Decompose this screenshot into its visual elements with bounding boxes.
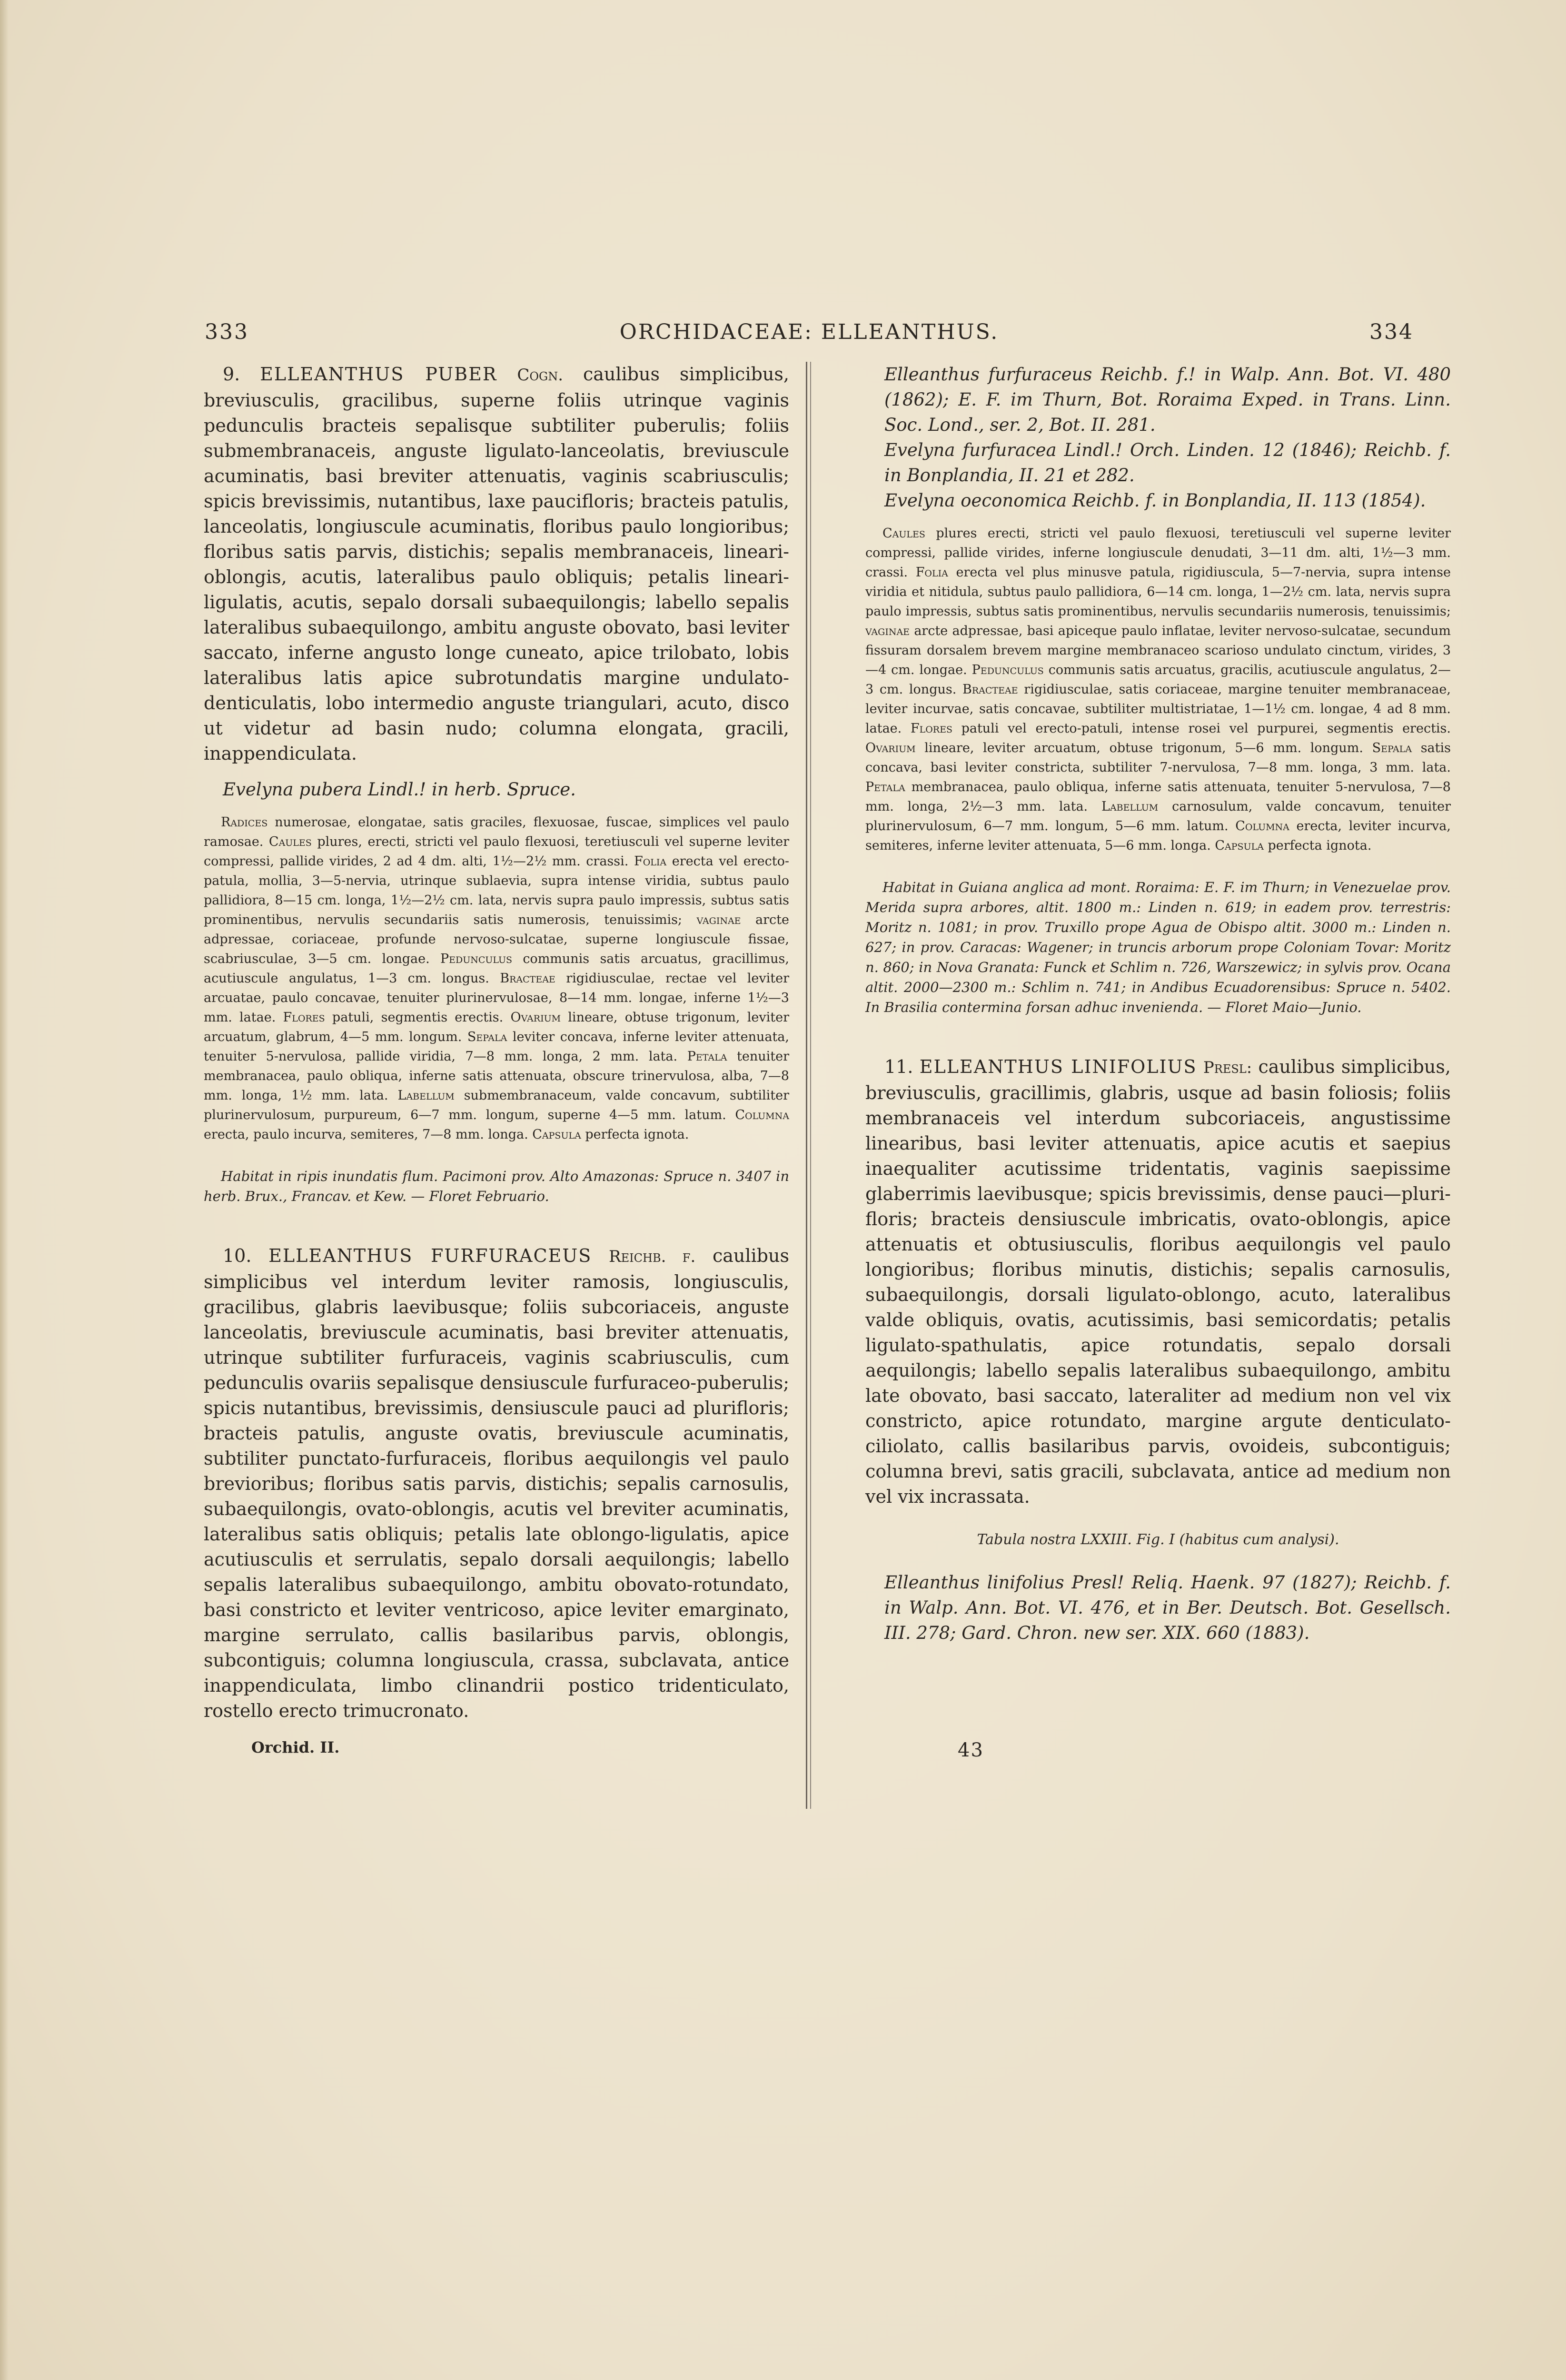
species-description: caulibus simplicibus, breviusculis, gracilibus, superne foliis utrinque vaginis pedunculis bracteis sepalisque subtiliter puberulis; foliis submembranaceis, anguste ligulato-lanceolatis, breviuscule acuminatis, basi breviter attenuatis, vaginis scabriusculis; spicis brevissimis, nutantibus, laxe paucifloris; bracteis patulis, lanceolatis, longiuscule acuminatis, floribus paulo longioribus; floribus satis parvis, distichis; sepalis membranaceis, lineari-oblongis, acutis, lateralibus paulo obliquis; petalis lineari-ligulatis, acutis, sepalo dorsali subaequilongis; labello sepalis lateralibus subaequilongo, ambitu anguste obovato, basi leviter saccato, inferne angusto longe cuneato, apice trilobato, lobis lateralibus latis apice subrotundatis margine undulato-denticulatis, lobo intermedio anguste triangulari, acuto, disco ut videtur ad basin nudo; columna elongata, gracili, inappendiculata. <box>204 364 789 764</box>
plate-reference: Tabula nostra LXXIII. Fig. I (habitus cum analysi). <box>977 1531 1339 1548</box>
species-author: Presl: <box>1203 1058 1252 1077</box>
synonym: Elleanthus linifolius Presl! Reliq. Haenk. 97 (1827); Reichb. f. in Walp. Ann. Bot. VI. 476, et in Ber. Deutsch. Bot. Gesellsch. III. 278; Gard. Chron. new ser. XIX. 660 (1883). <box>884 1572 1451 1643</box>
habitat-note: Habitat in ripis inundatis flum. Pacimoni prov. Alto Amazonas: Spruce n. 3407 in herb. Brux., Francav. et Kew. — Floret Februario. <box>204 1168 789 1204</box>
synonym: Evelyna furfuracea Lindl.! Orch. Linden. 12 (1846); Reichb. f. in Bonplandia, II. 21 et 282. <box>884 440 1451 486</box>
species-name: ELLEANTHUS LINIFOLIUS <box>919 1056 1197 1077</box>
species-name: ELLEANTHUS FURFURACEUS <box>268 1245 592 1266</box>
column-rule-inner <box>810 362 811 1809</box>
synonym: Elleanthus furfuraceus Reichb. f.! in Walp. Ann. Bot. VI. 480 (1862); E. F. im Thurn, Bot. Roraima Exped. in Trans. Linn. Soc. Lond., ser. 2, Bot. II. 281. <box>884 364 1451 435</box>
species-11-entry <box>865 1054 1451 1509</box>
footer-signature-label: Orchid. II. <box>251 1738 340 1756</box>
right-column <box>865 362 1451 1646</box>
morphology-block: Caules plures erecti, stricti vel paulo flexuosi, teretiusculi vel superne leviter compressi, pallide virides, inferne longiuscule denudati, 3—11 dm. alti, 1½—3 mm. crassi. Folia erecta vel plus minusve patula, rigidiuscula, 5—7-nervia, supra intense viridia et nitidula, subtus paulo pallidiora, 6—14 cm. longa, 1—2½ cm. lata, nervis supra paulo impressis, subtus satis prominentibus, nervulis secundariis numerosis, tenuissimis; vaginae arcte adpressae, basi apiceque paulo inflatae, leviter nervoso-sulcatae, secundum fissuram dorsalem brevem margine membranaceo scarioso undulato cinctum, virides, 3—4 cm. longae. Pedunculus communis satis arcuatus, gracilis, acutiuscule angulatus, 2—3 cm. longus. Bracteae rigidiusculae, satis coriaceae, margine tenuiter membranaceae, leviter incurvae, satis concavae, subtiliter multistriatae, 1—1½ cm. longae, 4 ad 8 mm. latae. Flores patuli vel erecto-patuli, intense rosei vel purpurei, segmentis erectis. Ovarium lineare, leviter arcuatum, obtuse trigonum, 5—6 mm. longum. Sepala satis concava, basi leviter constricta, subtiliter 7-nervulosa, 7—8 mm. longa, 3 mm. lata. Petala membranacea, paulo obliqua, inferne satis attenuata, tenuiter 5-nervulosa, 7—8 mm. longa, 2½—3 mm. lata. Labellum carnosulum, valde concavum, tenuiter plurinervulosum, 6—7 mm. longum, 5—6 mm. latum. Columna erecta, leviter incurva, semiteres, inferne leviter attenuata, 5—6 mm. longa. Capsula perfecta ignota. <box>865 526 1451 853</box>
synonym: Evelyna pubera Lindl.! in herb. Spruce. <box>223 779 576 800</box>
signature-number: 43 <box>958 1739 984 1761</box>
habitat-note: Habitat in Guiana anglica ad mont. Roraima: E. F. im Thurn; in Venezuelae prov. Merida supra arbores, altit. 1800 m.: Linden n. 619; in eadem prov. terrestris: Moritz n. 1081; in prov. Truxillo prope Agua de Obispo altit. 3000 m.: Linden n. 627; in prov. Caracas: Wagener; in truncis arborum prope Coloniam Tovar: Moritz n. 860; in Nova Granata: Funck et Schlim n. 726, Warszewicz; in sylvis prov. Ocana altit. 2000—2300 m.: Schlim n. 741; in Andibus Ecuadorensibus: Spruce n. 5402. In Brasilia contermina forsan adhuc invenienda. — Floret Maio—Junio. <box>865 879 1451 1015</box>
morphology-block: Radices numerosae, elongatae, satis graciles, flexuosae, fuscae, simplices vel paulo ramosae. Caules plures, erecti, stricti vel paulo flexuosi, teretiusculi vel superne leviter compressi, pallide virides, 2 ad 4 dm. alti, 1½—2½ mm. crassi. Folia erecta vel erecto-patula, mollia, 3—5-nervia, utrinque sublaevia, supra intense viridia, subtus paulo pallidiora, 8—15 cm. longa, 1½—2½ cm. lata, nervis supra paulo impressis, subtus satis prominentibus, nervulis secundariis satis numerosis, tenuissimis; vaginae arcte adpressae, coriaceae, profunde nervoso-sulcatae, superne longiuscule fissae, scabriusculae, 3—5 cm. longae. Pedunculus communis satis arcuatus, gracillimus, acutiuscule angulatus, 1—3 cm. longus. Bracteae rigidiusculae, rectae vel leviter arcuatae, paulo concavae, tenuiter plurinervulosae, 8—14 mm. longae, inferne 1½—3 mm. latae. Flores patuli, segmentis erectis. Ovarium lineare, obtuse trigonum, leviter arcuatum, glabrum, 4—5 mm. longum. Sepala leviter concava, inferne leviter attenuata, tenuiter 5-nervulosa, pallide viridia, 7—8 mm. longa, 2 mm. lata. Petala tenuiter membranacea, paulo obliqua, inferne satis attenuata, obscure trinervulosa, alba, 7—8 mm. longa, 1½ mm. lata. Labellum submembranaceum, valde concavum, subtiliter plurinervulosum, purpureum, 6—7 mm. longum, superne 4—5 mm. latum. Columna erecta, paulo incurva, semiteres, 7—8 mm. longa. Capsula perfecta ignota. <box>204 815 789 1142</box>
species-9-entry <box>204 362 789 766</box>
page-edge-shadow <box>0 0 9 2380</box>
synonym: Evelyna oeconomica Reichb. f. in Bonplandia, II. 113 (1854). <box>884 490 1426 511</box>
species-number: 9. <box>223 364 240 385</box>
page-number-left: 333 <box>205 320 249 344</box>
column-rule <box>806 362 807 1809</box>
running-header <box>205 320 1414 353</box>
species-name: ELLEANTHUS PUBER <box>260 364 497 385</box>
species-10-entry <box>204 1243 789 1724</box>
species-author: Cogn. <box>517 366 564 385</box>
left-column <box>204 362 789 1724</box>
species-description: caulibus simplicibus, breviusculis, gracillimis, glabris, usque ad basin foliosis; foliis membranaceis vel interdum subcoriaceis, angustissime linearibus, basi leviter attenuatis, apice acutis et saepius inaequaliter acutissime tridentatis, vaginis saepissime glaberrimis laevibusque; spicis brevissimis, dense pauci—pluri-floris; bracteis densiuscule imbricatis, ovato-oblongis, apice attenuatis et obtusiusculis, floribus aequilongis vel paulo longioribus; floribus minutis, distichis; sepalis carnosulis, subaequilongis, dorsali ligulato-oblongo, acuto, lateralibus valde obliquis, ovatis, acutissimis, basi semicordatis; petalis ligulato-spathulatis, apice rotundatis, sepalo dorsali aequilongis; labello sepalis lateralibus subaequilongo, ambitu late obovato, basi saccato, lateraliter ad medium non vel vix constricto, apice rotundato, margine argute denticulato-ciliolato, callis basilaribus parvis, ovoideis, subcontiguis; columna brevi, satis gracili, subclavata, antice ad medium non vel vix incrassata. <box>865 1056 1451 1507</box>
running-title: ORCHIDACEAE: ELLEANTHUS. <box>619 320 999 344</box>
page-number-right: 334 <box>1369 320 1414 344</box>
species-author: Reichb. f. <box>609 1247 696 1266</box>
species-number: 10. <box>223 1245 252 1266</box>
species-number: 11. <box>884 1056 913 1077</box>
species-description: caulibus simplicibus vel interdum leviter ramosis, longiusculis, gracilibus, glabris laevibusque; foliis subcoriaceis, anguste lanceolatis, breviuscule acuminatis, basi breviter attenuatis, utrinque subtiliter furfuraceis, vaginis scabriusculis, cum pedunculis ovariis sepalisque densiuscule furfuraceo-puberulis; spicis nutantibus, brevissimis, densiuscule pauci ad plurifloris; bracteis patulis, anguste ovatis, breviuscule acuminatis, subtiliter punctato-furfuraceis, floribus aequilongis vel paulo brevioribus; floribus satis parvis, distichis; sepalis carnosulis, subaequilongis, ovato-oblongis, acutis vel breviter acuminatis, lateralibus satis obliquis; petalis late oblongo-ligulatis, apice acutiusculis et serrulatis, sepalo dorsali aequilongis; labello sepalis lateralibus subaequilongo, ambitu obovato-rotundato, basi constricto et leviter ventricoso, apice leviter emarginato, margine serrulato, callis basilaribus parvis, oblongis, subcontiguis; columna longiuscula, crassa, subclavata, antice inappendiculata, limbo clinandrii postico tridenticulato, rostello erecto trimucronato. <box>204 1245 789 1721</box>
